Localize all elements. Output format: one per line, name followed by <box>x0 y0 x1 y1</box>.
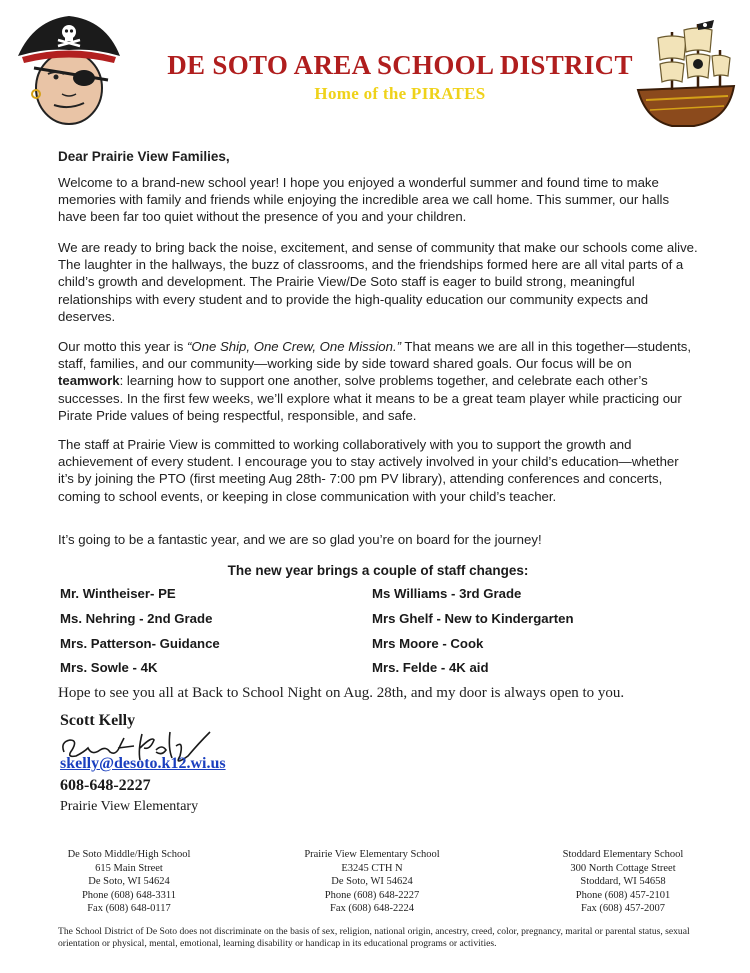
school-fax: Fax (608) 648-2224 <box>330 903 414 914</box>
address-block-stoddard <box>548 848 698 916</box>
staff-item: Mrs Ghelf - New to Kindergarten <box>372 611 574 626</box>
school-street: 300 North Cottage Street <box>570 862 676 874</box>
school-fax: Fax (608) 457-2007 <box>581 903 665 914</box>
letter-paragraph-1: Welcome to a brand-new school year! I hope you enjoyed a wonderful summer and found time to make memories with family and friends while enjoying the incredible area we call home. This summer, our halls have been far too quiet without the presence of you and your children. <box>58 175 670 225</box>
staff-item: Mrs. Patterson- Guidance <box>60 636 220 651</box>
pirate-ship-icon <box>632 16 740 132</box>
staff-item: Ms Williams - 3rd Grade <box>372 586 522 601</box>
focus-word: teamwork <box>58 373 120 389</box>
signer-name: Scott Kelly <box>60 712 136 729</box>
signer-school: Prairie View Elementary <box>60 799 199 814</box>
letter-paragraph-2: We are ready to bring back the noise, excitement, and sense of community that make our schools come alive. The laughter in the hallways, the buzz of classrooms, and the friendships formed here are all vital parts of a child’s growth and development. The Prairie View/De Soto staff is eager to build strong, meaningful relationships with every student and to provide the high-quality education our community expects and deserves. <box>58 240 698 324</box>
staff-item: Mrs. Sowle - 4K <box>60 660 158 675</box>
school-fax: Fax (608) 648-0117 <box>87 903 171 914</box>
pirate-mascot-logo <box>14 10 124 128</box>
letter-salutation: Dear Prairie View Families, <box>58 149 230 164</box>
district-tagline: Home of the PIRATES <box>314 84 486 103</box>
school-name: De Soto Middle/High School <box>67 849 191 860</box>
school-city: De Soto, WI 54624 <box>331 876 413 887</box>
staff-item: Mr. Wintheiser- PE <box>60 586 176 601</box>
letter-paragraph-3 <box>58 338 698 424</box>
paragraph-3-text-b: That means we are all in this together—students, staff, families, and our community—working side by side toward shared goals. Our focus will be on <box>58 339 692 372</box>
closing-line: Hope to see you all at Back to School Night on Aug. 28th, and my door is always open to you. <box>58 685 625 701</box>
district-title: DE SOTO AREA SCHOOL DISTRICT <box>167 50 633 80</box>
signer-email-link[interactable]: skelly@desoto.k12.wi.us <box>60 755 226 772</box>
staff-changes-heading: The new year brings a couple of staff changes: <box>227 563 529 578</box>
school-city: Stoddard, WI 54658 <box>580 876 666 887</box>
staff-item: Mrs Moore - Cook <box>372 636 484 651</box>
school-city: De Soto, WI 54624 <box>88 876 170 887</box>
school-street: E3245 CTH N <box>341 862 403 874</box>
signer-phone: 608-648-2227 <box>60 777 151 794</box>
school-phone: Phone (608) 648-3311 <box>81 889 177 901</box>
school-phone: Phone (608) 648-2227 <box>324 889 420 901</box>
address-block-middle-high <box>58 848 200 916</box>
address-block-prairie-view <box>288 848 456 916</box>
letter-paragraph-5: It’s going to be a fantastic year, and we are so glad you’re on board for the journey! <box>58 532 542 547</box>
school-name: Stoddard Elementary School <box>562 849 684 860</box>
letter-paragraph-4: The staff at Prairie View is committed to working collaboratively with you to support the growth and achievement of every student. I encourage you to stay actively involved in your child’s education—whether it’s by joining the PTO (first meeting Aug 28th- 7:00 pm PV library), attending conferences and concerts, coming to school events, or keeping in close communication with your child’s teacher. <box>58 437 679 504</box>
school-street: 615 Main Street <box>95 862 163 874</box>
staff-item: Ms. Nehring - 2nd Grade <box>60 611 213 626</box>
school-motto: “One Ship, One Crew, One Mission.” <box>186 339 401 354</box>
school-name: Prairie View Elementary School <box>304 849 440 860</box>
nondiscrimination-disclaimer: The School District of De Soto does not discriminate on the basis of sex, religion, national origin, ancestry, creed, color, pregnancy, marital or parental status, sexual orientation or physical, mental, emotional, learning disability or handicap in its educational programs or activities. <box>58 926 690 949</box>
school-phone: Phone (608) 457-2101 <box>575 889 671 901</box>
staff-item: Mrs. Felde - 4K aid <box>372 660 489 675</box>
paragraph-3-text-c: : learning how to support one another, solve problems together, and celebrate each other’s successes. In the first few weeks, we’ll explore what it means to be a great team player while practicing our Pirate Pride values of being respectful, responsible, and safe. <box>58 373 682 423</box>
paragraph-3-text-a: Our motto this year is <box>58 339 187 354</box>
